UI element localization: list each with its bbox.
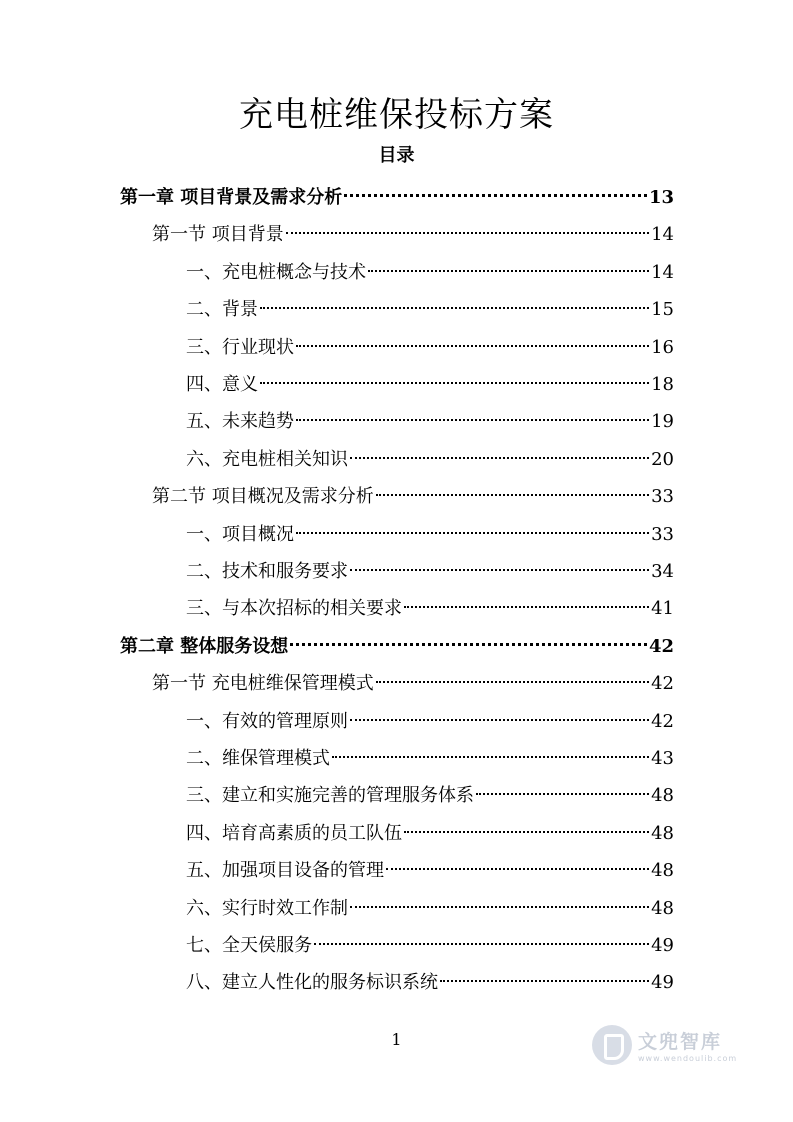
toc-entry-page: 42 — [648, 636, 674, 657]
toc-leader-dots — [296, 345, 649, 347]
toc-entry[interactable] — [186, 292, 674, 328]
toc-entry[interactable] — [186, 853, 674, 889]
toc-entry[interactable] — [186, 891, 674, 927]
toc-entry-label: 七、全天侯服务 — [186, 935, 312, 956]
toc-entry-label: 三、行业现状 — [186, 337, 294, 358]
toc-leader-dots — [344, 194, 647, 197]
toc-entry-label: 一、项目概况 — [186, 524, 294, 545]
toc-leader-dots — [286, 232, 649, 234]
toc-entry-label: 一、有效的管理原则 — [186, 711, 348, 732]
toc-leader-dots — [350, 569, 649, 571]
toc-entry[interactable] — [152, 217, 674, 253]
toc-entry[interactable] — [186, 404, 674, 440]
toc-entry-page: 33 — [651, 524, 674, 545]
document-logo-icon — [592, 1025, 632, 1065]
toc-leader-dots — [260, 307, 649, 309]
toc-entry[interactable] — [186, 741, 674, 777]
toc-leader-dots — [368, 270, 649, 272]
toc-entry-label: 第一节 项目背景 — [152, 224, 284, 245]
toc-entry-page: 14 — [651, 262, 674, 283]
toc-entry[interactable] — [186, 704, 674, 740]
toc-entry-page: 48 — [651, 785, 674, 806]
toc-entry-page: 48 — [651, 823, 674, 844]
toc-leader-dots — [376, 681, 649, 683]
toc-entry-label: 一、充电桩概念与技术 — [186, 262, 366, 283]
toc-leader-dots — [350, 457, 649, 459]
toc-entry-page: 19 — [651, 411, 674, 432]
toc-entry-label: 六、实行时效工作制 — [186, 898, 348, 919]
toc-entry-label: 第二节 项目概况及需求分析 — [152, 486, 374, 507]
toc-entry[interactable] — [152, 666, 674, 702]
toc-entry-page: 49 — [651, 935, 674, 956]
toc-entry-label: 三、建立和实施完善的管理服务体系 — [186, 785, 474, 806]
toc-leader-dots — [404, 606, 649, 608]
toc-entry-page: 16 — [651, 337, 674, 358]
toc-entry-label: 二、维保管理模式 — [186, 748, 330, 769]
toc-entry[interactable] — [186, 367, 674, 403]
toc-leader-dots — [260, 382, 649, 384]
toc-entry-label: 第二章 整体服务设想 — [120, 636, 289, 657]
toc-leader-dots — [350, 906, 649, 908]
toc-entry-label: 三、与本次招标的相关要求 — [186, 598, 402, 619]
toc-entry-page: 18 — [651, 374, 674, 395]
toc-entry[interactable] — [186, 554, 674, 590]
toc-entry[interactable] — [186, 517, 674, 553]
document-title: 充电桩维保投标方案 — [239, 95, 554, 135]
toc-leader-dots — [296, 532, 649, 534]
watermark-url: www.wendoulib.com — [638, 1054, 738, 1063]
toc-entry[interactable] — [186, 928, 674, 964]
watermark-name: 文兜智库 — [638, 1031, 723, 1053]
toc-entry-page: 42 — [651, 711, 674, 732]
toc-leader-dots — [296, 419, 649, 421]
toc-entry[interactable] — [120, 629, 674, 665]
toc-heading: 目录 — [378, 145, 415, 166]
toc-entry-page: 14 — [651, 224, 674, 245]
toc-entry[interactable] — [186, 255, 674, 291]
toc-entry[interactable] — [186, 778, 674, 814]
toc-entry-label: 二、技术和服务要求 — [186, 561, 348, 582]
toc-entry[interactable] — [186, 330, 674, 366]
toc-entry-page: 43 — [651, 748, 674, 769]
toc-entry-page: 41 — [651, 598, 674, 619]
toc-entry[interactable] — [186, 591, 674, 627]
toc-entry-page: 34 — [651, 561, 674, 582]
toc-leader-dots — [332, 756, 649, 758]
toc-entry-page: 48 — [651, 860, 674, 881]
toc-entry-label: 四、意义 — [186, 374, 258, 395]
toc-entry-page: 48 — [651, 898, 674, 919]
toc-entry-page: 42 — [651, 673, 674, 694]
toc-entry-label: 二、背景 — [186, 299, 258, 320]
toc-entry-page: 33 — [651, 486, 674, 507]
toc-entry-label: 第一节 充电桩维保管理模式 — [152, 673, 374, 694]
toc-entry-label: 四、培育高素质的员工队伍 — [186, 823, 402, 844]
toc-entry-label: 八、建立人性化的服务标识系统 — [186, 972, 438, 993]
toc-entry[interactable] — [120, 180, 674, 216]
toc-leader-dots — [290, 643, 647, 646]
toc-entry-page: 20 — [651, 449, 674, 470]
toc-entry-page: 13 — [648, 187, 674, 208]
page-number: 1 — [391, 1030, 402, 1049]
watermark — [592, 1020, 792, 1070]
toc-entry[interactable] — [152, 479, 674, 515]
toc-leader-dots — [376, 494, 649, 496]
toc-entry-page: 49 — [651, 972, 674, 993]
toc-entry-label: 五、加强项目设备的管理 — [186, 860, 384, 881]
toc-leader-dots — [386, 868, 649, 870]
toc-leader-dots — [440, 980, 649, 982]
toc-leader-dots — [476, 793, 649, 795]
toc-entry-label: 五、未来趋势 — [186, 411, 294, 432]
toc-entry-label: 第一章 项目背景及需求分析 — [120, 187, 343, 208]
toc-leader-dots — [314, 943, 649, 945]
toc-entry[interactable] — [186, 965, 674, 1001]
toc-leader-dots — [350, 719, 649, 721]
toc-entry[interactable] — [186, 442, 674, 478]
toc-entry-label: 六、充电桩相关知识 — [186, 449, 348, 470]
toc-entry-page: 15 — [651, 299, 674, 320]
toc-entry[interactable] — [186, 816, 674, 852]
toc-leader-dots — [404, 831, 649, 833]
